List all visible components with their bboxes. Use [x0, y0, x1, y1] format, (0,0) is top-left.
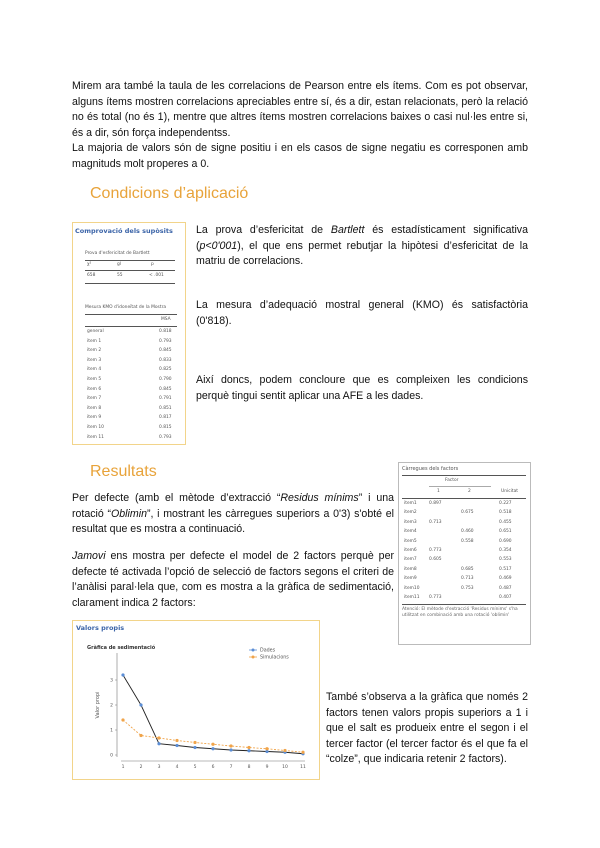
point-dades — [175, 744, 178, 747]
bartlett-title: Prova d'esfericitat de Bartlett — [85, 251, 150, 256]
loading-unicitat: 0.487 — [499, 585, 512, 591]
loading-unicitat: 0.553 — [499, 557, 512, 563]
point-dades — [193, 746, 196, 749]
kmo-item-value: 0.845 — [159, 386, 172, 392]
loading-item-label: item10 — [404, 585, 420, 591]
factor-header: Factor — [445, 478, 459, 483]
loadings-title: Càrregues dels factors — [402, 466, 459, 472]
loadings-table-row — [399, 501, 530, 510]
elbow-paragraph: També s’observa a la gràfica que només 2 factors tenen valors propis superiors a 1 i que el salt es produeix entre el segon i el tercer factor (el tercer factor és el que fa el “colze”, que indicaria retenir 2 factors). — [326, 691, 528, 765]
loading-unicitat: 0.469 — [499, 576, 512, 582]
assumptions-panel — [72, 222, 186, 445]
kmo-table-row — [73, 367, 185, 376]
loadings-table-row — [399, 520, 530, 529]
point-simulacions — [247, 746, 250, 749]
x-tick-label: 11 — [300, 765, 306, 770]
intro-paragraph — [72, 79, 528, 172]
point-simulacions — [283, 749, 286, 752]
kmo-item-value: 0.845 — [159, 348, 172, 354]
kmo-table-row — [73, 358, 185, 367]
x-tick-label: 3 — [157, 765, 161, 770]
kmo-header-msa: MSA — [161, 317, 171, 322]
loading-item-label: item8 — [404, 566, 417, 572]
kmo-item-value: 0.817 — [159, 415, 172, 421]
bartlett-p-value: < .001 — [149, 273, 164, 278]
loading-item-label: item4 — [404, 529, 417, 535]
loading-item-label: item5 — [404, 538, 417, 544]
kmo-item-label: item 3 — [87, 357, 102, 363]
intro-text-1: Mirem ara també la taula de les correlacions de Pearson entre els ítems. Com es pot observar, alguns ítems mostren correlacions apreciables entre sí, és a dir, estan relacionats, però la relació no és total (no és 1), mentre que altres ítems mostren correlacions baixes o casi nul·les entre si, és a dir, són força independentss. — [72, 80, 528, 139]
kmo-table-row — [73, 348, 185, 357]
legend-label: Dades — [260, 648, 276, 654]
kmo-item-label: item 5 — [87, 377, 102, 382]
bartlett-italic: Bartlett — [330, 224, 365, 236]
kmo-item-label: item 1 — [87, 338, 102, 344]
residus-italic: Residus mínims — [280, 492, 359, 504]
x-tick-label: 7 — [229, 765, 233, 770]
loadings-table-row — [399, 557, 530, 566]
kmo-table-row — [73, 415, 185, 424]
y-tick-label: 0 — [110, 753, 113, 759]
scree-panel — [72, 620, 320, 780]
kmo-item-value: 0.833 — [159, 357, 172, 363]
conclusion-paragraph: Així doncs, podem concloure que es compleixen les condicions perquè tingui sentit aplicar una AFE a les dades. — [196, 374, 528, 402]
intro-text-2: La majoria de valors són de signe positiu i en els casos de signe negatiu es corresponen amb magnituds molt properes a 0. — [72, 142, 528, 170]
bartlett-gl-value: 55 — [117, 273, 123, 278]
legend-swatch-dot — [252, 656, 255, 659]
section-heading-resultats: Resultats — [90, 463, 157, 480]
y-tick-label: 3 — [110, 678, 113, 684]
point-simulacions — [193, 741, 196, 744]
kmo-item-label: item 2 — [87, 348, 102, 354]
kmo-item-value: 0.793 — [159, 338, 172, 344]
series-line-dades — [123, 675, 303, 754]
assumptions-title: Comprovació dels supòsits — [75, 227, 173, 235]
x-tick-label: 2 — [139, 765, 143, 770]
loadings-table-row — [399, 567, 530, 576]
bartlett-header-chi: χ² — [87, 262, 92, 267]
loadings-table-row — [399, 576, 530, 585]
kmo-item-label: item 10 — [87, 425, 104, 430]
loading-item-label: item2 — [404, 510, 417, 516]
kmo-item-value: 0.818 — [159, 329, 172, 334]
y-tick-label: 1 — [110, 728, 113, 734]
loading-factor-1: 0.773 — [429, 595, 442, 600]
loading-factor-1: 0.773 — [429, 548, 442, 553]
kmo-item-label: item 11 — [87, 434, 104, 440]
kmo-item-label: item 4 — [87, 367, 102, 373]
point-simulacions — [157, 736, 160, 739]
kmo-item-label: item 9 — [87, 415, 102, 421]
kmo-table-row — [73, 396, 185, 405]
kmo-title: Mesura KMO d'idoneïtat de la Mostra — [85, 305, 167, 310]
p-value-italic: p<0'001 — [199, 239, 238, 252]
kmo-item-value: 0.791 — [159, 396, 172, 402]
loading-unicitat: 0.354 — [499, 548, 512, 553]
loading-unicitat: 0.227 — [499, 501, 512, 506]
loading-unicitat: 0.690 — [499, 538, 512, 544]
loadings-table-row — [399, 548, 530, 557]
kmo-table-row — [73, 387, 185, 396]
oblimin-italic: Oblimin — [111, 507, 147, 520]
loadings-table-row — [399, 595, 530, 604]
x-tick-label: 10 — [282, 765, 288, 770]
scree-plot-title: Gràfica de sedimentació — [87, 645, 156, 651]
jamovi-italic: Jamovi — [72, 550, 106, 562]
legend-swatch-dot — [252, 649, 255, 652]
col-factor-2: 2 — [468, 489, 471, 494]
loading-factor-1: 0.605 — [429, 557, 442, 563]
point-simulacions — [121, 718, 124, 721]
loading-item-label: item3 — [404, 519, 417, 525]
jamovi-paragraph: Jamovi ens mostra per defecte el model de 2 factors perquè per defecte té activada l’opció de selecció de factors segons el criteri de l’anàlisi paral·lela que, com es mostra a la gràfica de sedimentació, clarament indica 2 factors: — [72, 550, 394, 609]
loadings-header-row — [399, 489, 530, 498]
point-simulacions — [175, 739, 178, 742]
y-axis-label: Valor propi — [95, 691, 101, 719]
bartlett-chi-value: 658 — [87, 273, 96, 278]
bartlett-value-row — [73, 273, 185, 282]
kmo-table-row — [73, 329, 185, 338]
loading-item-label: item7 — [404, 557, 417, 563]
loading-factor-1: 0.897 — [429, 501, 442, 506]
kmo-item-label: item 7 — [87, 396, 102, 402]
loading-factor-2: 0.675 — [461, 510, 474, 516]
kmo-item-label: item 8 — [87, 405, 102, 411]
point-dades — [229, 748, 232, 751]
loading-unicitat: 0.651 — [499, 529, 512, 535]
point-simulacions — [211, 743, 214, 746]
point-dades — [211, 747, 214, 750]
point-dades — [139, 703, 142, 706]
loading-unicitat: 0.518 — [499, 510, 512, 516]
loading-factor-1: 0.713 — [429, 519, 442, 525]
kmo-table-row — [73, 377, 185, 386]
loading-factor-2: 0.558 — [461, 538, 474, 544]
x-tick-label: 6 — [211, 765, 215, 770]
legend-label: Simulacions — [260, 655, 289, 661]
loading-item-label: item9 — [404, 576, 417, 582]
bartlett-paragraph: La prova d’esfericitat de Bartlett és estadísticament significativa (p<0'001), el que ens permet rebutjar la hipòtesi d’esfericitat de la matriu de correlacions. — [196, 224, 528, 267]
loading-unicitat: 0.407 — [499, 595, 512, 600]
point-simulacions — [229, 744, 232, 747]
kmo-table-row — [73, 339, 185, 348]
loadings-note: Atenció: El mètode d'extracció 'Residus mínims' s'ha utilitzat en combinació amb una rotació 'oblimin' — [402, 607, 518, 618]
kmo-paragraph: La mesura d’adequació mostral general (KMO) és satisfactòria (0'818). — [196, 299, 528, 327]
kmo-item-label: item 6 — [87, 386, 102, 392]
kmo-table-row — [73, 406, 185, 415]
scree-panel-title: Valors propis — [76, 624, 125, 632]
loading-factor-2: 0.685 — [461, 566, 474, 572]
bartlett-header-p: p — [151, 262, 154, 267]
loading-item-label: item6 — [404, 548, 417, 553]
kmo-item-value: 0.815 — [159, 425, 172, 430]
defaults-paragraph: Per defecte (amb el mètode d’extracció “Residus mínims” i una rotació “Oblimin”, i mostrant les càrregues superiors a 0'3) s'obté el resultat que es mostra a continuació. — [72, 492, 394, 535]
x-tick-label: 1 — [121, 765, 125, 770]
point-dades — [157, 742, 160, 745]
point-dades — [121, 673, 124, 676]
loading-factor-2: 0.713 — [461, 576, 474, 582]
loading-item-label: item11 — [404, 595, 420, 600]
loading-factor-2: 0.753 — [461, 585, 474, 591]
kmo-header-row — [73, 317, 185, 326]
loading-item-label: item1 — [404, 501, 417, 506]
kmo-item-value: 0.825 — [159, 367, 172, 373]
kmo-item-value: 0.790 — [159, 377, 172, 382]
loadings-table-row — [399, 539, 530, 548]
bartlett-header-gl: gl — [117, 262, 122, 267]
kmo-item-value: 0.793 — [159, 434, 172, 440]
point-dades — [265, 750, 268, 753]
loading-factor-2: 0.460 — [461, 529, 474, 535]
kmo-item-label: general — [87, 329, 104, 334]
loadings-table-row — [399, 586, 530, 595]
point-simulacions — [265, 747, 268, 750]
loading-unicitat: 0.517 — [499, 566, 512, 572]
kmo-item-value: 0.851 — [159, 405, 172, 411]
point-dades — [247, 749, 250, 752]
loadings-table-row — [399, 510, 530, 519]
x-tick-label: 5 — [193, 765, 197, 770]
point-simulacions — [301, 751, 304, 754]
loadings-table-row — [399, 529, 530, 538]
x-tick-label: 4 — [175, 765, 179, 770]
col-factor-1: 1 — [437, 489, 440, 494]
kmo-table-row — [73, 425, 185, 434]
loadings-panel — [398, 462, 531, 645]
y-tick-label: 2 — [110, 703, 113, 709]
kmo-table-row — [73, 435, 185, 444]
loading-unicitat: 0.455 — [499, 519, 512, 525]
point-simulacions — [139, 734, 142, 737]
scree-plot — [73, 621, 319, 779]
col-unicitat: Unicitat — [501, 489, 518, 494]
x-tick-label: 9 — [265, 765, 269, 770]
section-heading-condicions: Condicions d’aplicació — [90, 185, 249, 202]
x-tick-label: 8 — [247, 765, 251, 770]
